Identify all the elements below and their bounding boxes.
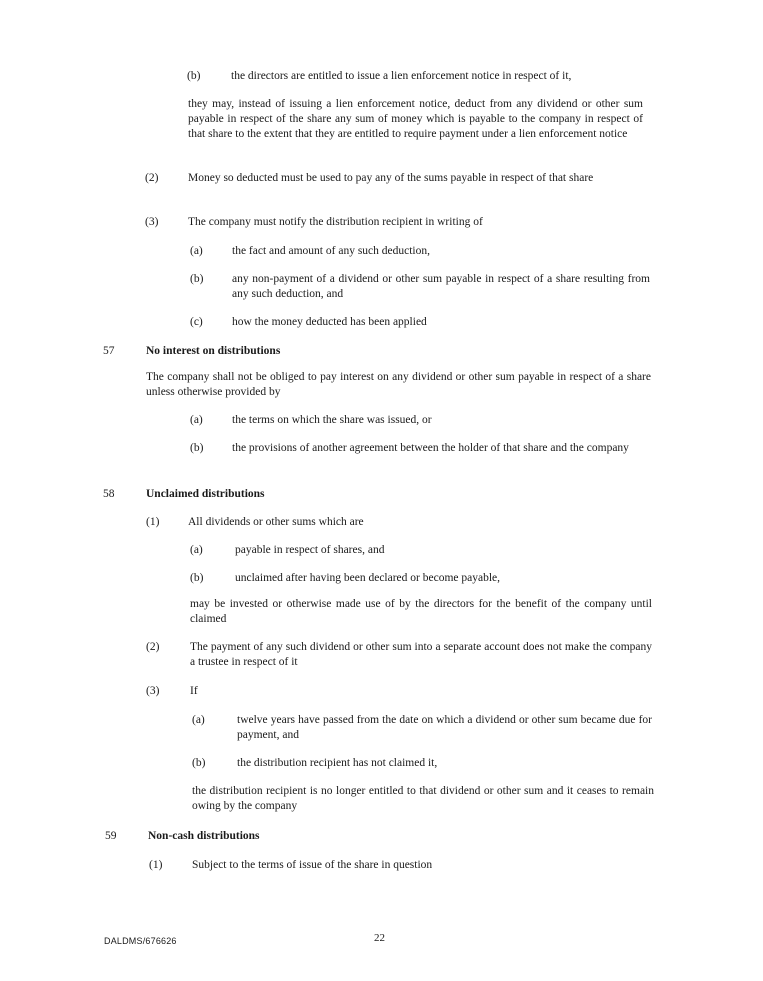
item-label: (a) <box>190 414 203 426</box>
document-id: DALDMS/676626 <box>104 936 177 946</box>
section-text: The company shall not be obliged to pay interest on any dividend or other sum payable in respect of a share unless otherwise provided by <box>146 371 651 399</box>
clause-paragraph: they may, instead of issuing a lien enforcement notice, deduct from any dividend or other sum payable in respect of the share any sum of money which is payable to the company in respect of that share to the extent that they are entitled to require payment under a lien enforcement notice <box>188 98 643 141</box>
section-number: 59 <box>105 830 117 842</box>
subclause-text: If <box>190 685 198 697</box>
subclause-text: Subject to the terms of issue of the share in question <box>192 859 433 871</box>
subclause-label: (1) <box>146 516 160 528</box>
item-label: (b) <box>190 442 204 454</box>
clause-paragraph: the distribution recipient is no longer entitled to that dividend or other sum and it ceases to remain owing by the company <box>192 785 654 813</box>
item-text: the fact and amount of any such deduction, <box>232 245 430 257</box>
item-label: (a) <box>190 245 203 257</box>
section-number: 58 <box>103 488 115 500</box>
section-heading: Unclaimed distributions <box>146 488 265 500</box>
subclause-label: (2) <box>145 172 159 184</box>
item-label: (b) <box>187 70 201 82</box>
page-number: 22 <box>374 932 385 944</box>
item-label: (b) <box>190 273 204 285</box>
subclause-label: (3) <box>145 216 159 228</box>
item-text: the distribution recipient has not claimed it, <box>237 757 438 769</box>
subclause-label: (3) <box>146 685 160 697</box>
item-text: the directors are entitled to issue a lien enforcement notice in respect of it, <box>231 70 572 82</box>
item-text: the terms on which the share was issued, or <box>232 414 432 426</box>
clause-paragraph: may be invested or otherwise made use of by the directors for the benefit of the company until claimed <box>190 598 652 626</box>
subclause-label: (2) <box>146 641 160 653</box>
item-label: (b) <box>192 757 206 769</box>
item-label: (a) <box>190 544 203 556</box>
item-label: (c) <box>190 316 203 328</box>
subclause-text: Money so deducted must be used to pay any of the sums payable in respect of that share <box>188 172 594 184</box>
item-text: how the money deducted has been applied <box>232 316 427 328</box>
section-number: 57 <box>103 345 115 357</box>
item-text: payable in respect of shares, and <box>235 544 385 556</box>
item-text: unclaimed after having been declared or become payable, <box>235 572 501 584</box>
item-text: any non-payment of a dividend or other sum payable in respect of a share resulting from any such deduction, and <box>232 273 650 301</box>
subclause-text: The company must notify the distribution recipient in writing of <box>188 216 483 228</box>
item-text: twelve years have passed from the date on which a dividend or other sum became due for payment, and <box>237 714 652 742</box>
item-label: (a) <box>192 714 205 726</box>
section-heading: Non-cash distributions <box>148 830 260 842</box>
item-label: (b) <box>190 572 204 584</box>
subclause-label: (1) <box>149 859 163 871</box>
subclause-text: The payment of any such dividend or other sum into a separate account does not make the company a trustee in respect of it <box>190 641 652 669</box>
subclause-text: All dividends or other sums which are <box>188 516 364 528</box>
item-text: the provisions of another agreement between the holder of that share and the company <box>232 442 629 454</box>
section-heading: No interest on distributions <box>146 345 281 357</box>
